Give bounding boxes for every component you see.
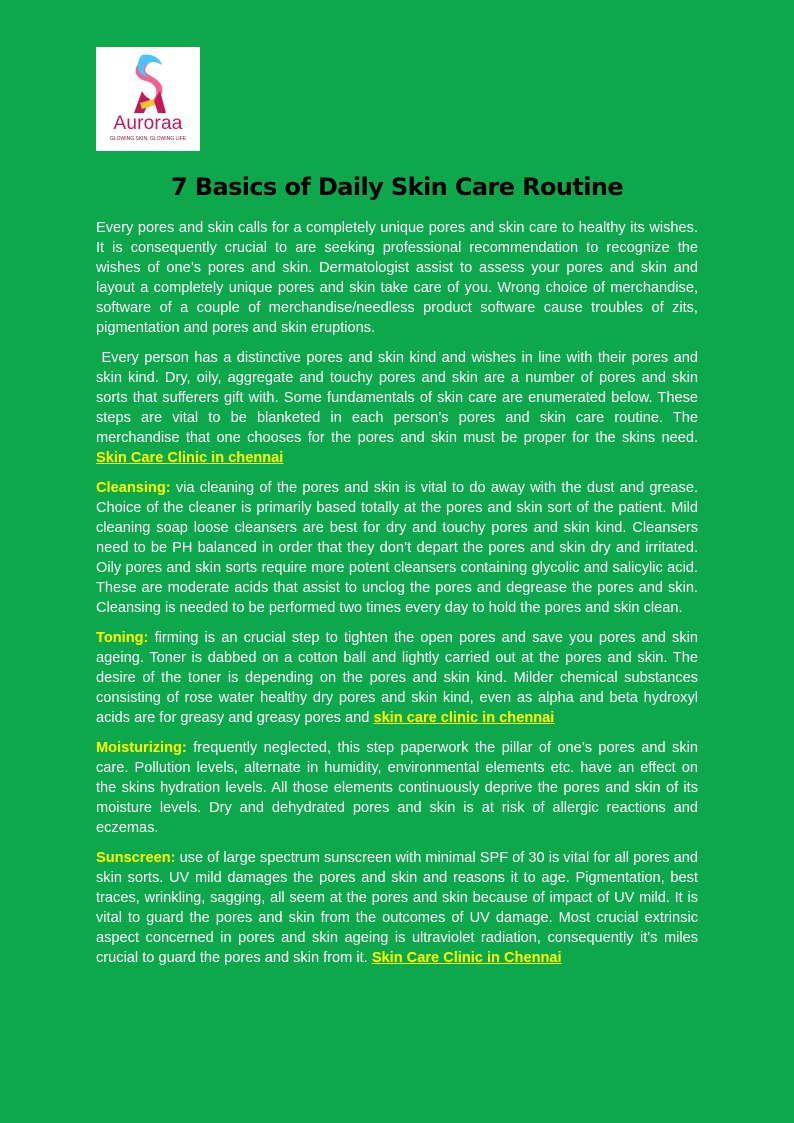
toning-label: Toning:: [96, 630, 149, 646]
moisturizing-paragraph: [96, 738, 698, 838]
sunscreen-paragraph: [96, 848, 698, 968]
auroraa-logo-mark: [120, 51, 176, 117]
sunscreen-label: Sunscreen:: [96, 850, 176, 866]
clinic-link-3[interactable]: Skin Care Clinic in Chennai: [371, 950, 562, 966]
cleansing-label: Cleansing:: [96, 480, 171, 496]
skin-type-text: Every person has a distinctive pores and skin kind and wishes in line with their pores and skin kind. Dry, oily, aggregate and touchy pores and skin are a number of pores and skin sorts that sufferers gift with. Some fundamentals of skin care are enumerated below. These steps are vital to be blanketed in each person’s pores and skin care routine. The merchandise that one chooses for the pores and skin must be proper for the skins need.: [96, 350, 698, 446]
intro-paragraph: Every pores and skin calls for a completely unique pores and skin care to healthy its wishes. It is consequently crucial to are seeking professional recommendation to recognize the wishes of one’s pores and skin. Dermatologist assist to assess your pores and skin and layout a completely unique pores and skin take care of you. Wrong choice of merchandise, software of a couple of merchandise/needless product software cause troubles of zits, pigmentation and pores and skin eruptions.: [96, 220, 698, 336]
cleansing-text: via cleaning of the pores and skin is vital to do away with the dust and grease. Choice of the cleaner is primarily based totally at the pores and skin sort of the patient. Mild cleaning soap loose cleansers are best for dry and touchy pores and skin kind. Cleansers need to be PH balanced in order that they don’t depart the pores and skin dry and irritated. Oily pores and skin sorts require more potent cleansers containing glycolic and salicylic acid. These are moderate acids that assist to unclog the pores and degrease the pores and skin. Cleansing is needed to be performed two times every day to hold the pores and skin clean.: [96, 480, 698, 616]
sunscreen-text: use of large spectrum sunscreen with minimal SPF of 30 is vital for all pores and skin sorts. UV mild damages the pores and skin and reasons it to age. Pigmentation, best traces, wrinkling, sagging, all seem at the pores and skin because of impact of UV mild. It is vital to guard the pores and skin from the outcomes of UV damage. Most crucial extrinsic aspect concerned in pores and skin ageing is ultraviolet radiation, consequently it's miles crucial to guard the pores and skin from it.: [96, 850, 699, 966]
brand-logo: [96, 47, 200, 151]
toning-text: firming is an crucial step to tighten the open pores and save you pores and skin ageing. Toner is dabbed on a cotton ball and lightly carried out at the pores and skin. The desire of the toner is depending on the pores and skin kind. Milder chemical substances consisting of rose water healthy dry pores and skin kind, even as alpha and beta hydroxyl acids are for greasy and greasy pores and: [96, 630, 698, 726]
skin-type-paragraph: [96, 348, 698, 468]
page-title: 7 Basics of Daily Skin Care Routine: [170, 173, 624, 201]
logo-brand-name: Auroraa: [113, 113, 183, 134]
logo-tagline: GLOWING SKIN, GLOWING LIFE: [109, 136, 187, 142]
cleansing-paragraph: [96, 478, 698, 618]
clinic-link-2[interactable]: skin care clinic in chennai: [373, 710, 555, 726]
article-body: [96, 218, 698, 978]
toning-paragraph: [96, 628, 698, 728]
moisturizing-label: Moisturizing:: [96, 740, 187, 756]
moisturizing-text: frequently neglected, this step paperwork the pillar of one’s pores and skin care. Pollution levels, alternate in humidity, environmental elements etc. have an effect on the skins hydration levels. All those elements continuously deprive the pores and skin of its moisture levels. Dry and dehydrated pores and skin is at risk of allergic reactions and eczemas.: [96, 740, 698, 836]
clinic-link-1[interactable]: Skin Care Clinic in chennai: [96, 450, 284, 466]
